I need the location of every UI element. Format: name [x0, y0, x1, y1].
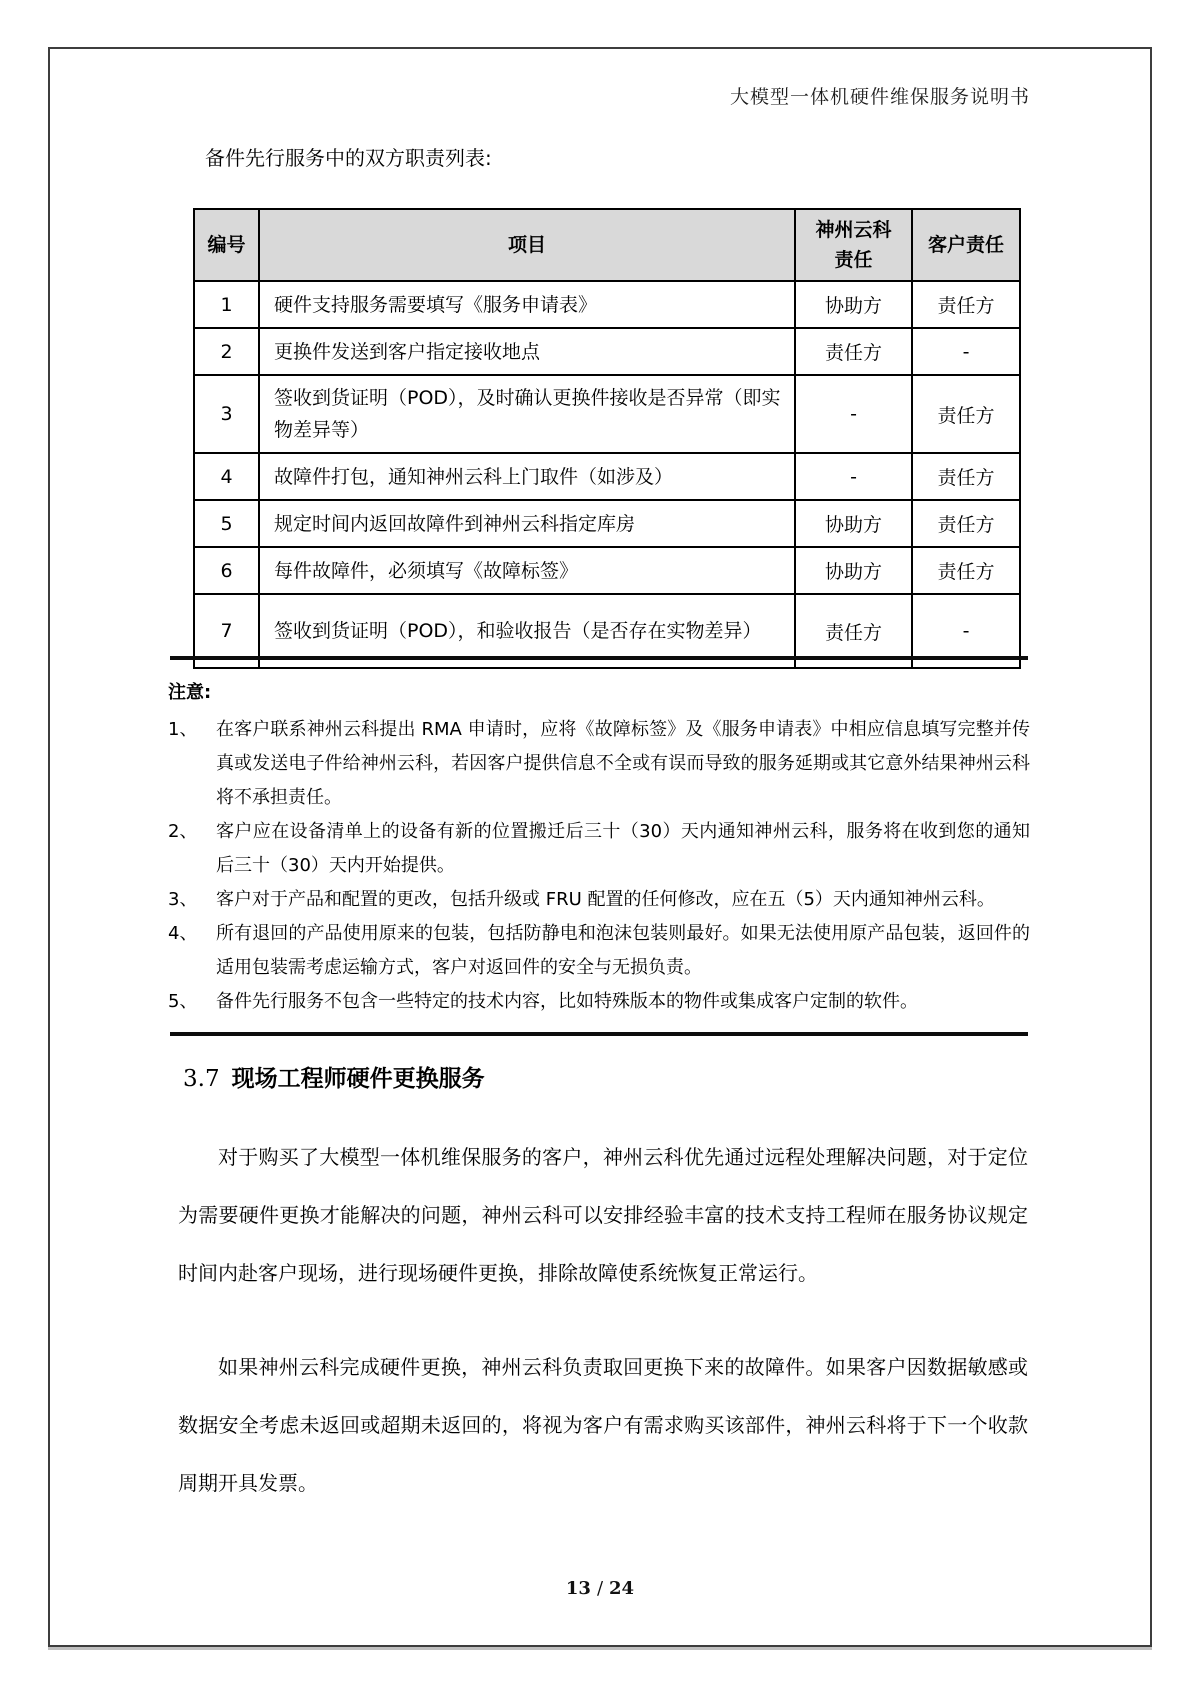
header-cell-customer-responsibility: 客户责任	[912, 209, 1020, 281]
page-current: 13	[565, 1578, 591, 1599]
section-divider-rule	[170, 1032, 1028, 1036]
cell-item: 更换件发送到客户指定接收地点	[259, 328, 795, 375]
cell-customer-responsibility: 责任方	[912, 547, 1020, 594]
cell-customer-responsibility: 责任方	[912, 453, 1020, 500]
header-cell-number: 编号	[194, 209, 259, 281]
cell-number: 7	[194, 594, 259, 668]
section-number: 3.7	[183, 1066, 220, 1092]
table-row	[194, 500, 1020, 547]
page-total: 24	[609, 1578, 635, 1599]
cell-item: 每件故障件，必须填写《故障标签》	[259, 547, 795, 594]
note-marker: 4、	[168, 923, 198, 944]
note-text: 在客户联系神州云科提出 RMA 申请时，应将《故障标签》及《服务申请表》中相应信息填写完整并传真或发送电子件给神州云科，若因客户提供信息不全或有误而导致的服务延期或其它意外结果神州云科将不承担责任。	[216, 719, 1030, 808]
note-text: 备件先行服务不包含一些特定的技术内容，比如特殊版本的物件或集成客户定制的软件。	[216, 991, 918, 1012]
cell-dc-responsibility: 协助方	[795, 500, 912, 547]
table-intro-text: 备件先行服务中的双方职责列表:	[205, 146, 492, 170]
header-dc-line1: 神州云科	[815, 219, 892, 241]
table-header-row	[194, 209, 1020, 281]
cell-number: 3	[194, 375, 259, 453]
notes-title: 注意:	[168, 682, 212, 703]
section-divider-rule	[170, 656, 1028, 660]
page-separator: /	[596, 1578, 604, 1599]
cell-number: 5	[194, 500, 259, 547]
cell-number: 1	[194, 281, 259, 328]
header-cell-dc-responsibility	[795, 209, 912, 281]
table-row	[194, 547, 1020, 594]
cell-dc-responsibility: -	[795, 375, 912, 453]
cell-dc-responsibility: 协助方	[795, 547, 912, 594]
header-dc-line2: 责任	[834, 249, 873, 271]
note-marker: 3、	[168, 889, 198, 910]
body-paragraph: 对于购买了大模型一体机维保服务的客户，神州云科优先通过远程处理解决问题，对于定位为需要硬件更换才能解决的问题，神州云科可以安排经验丰富的技术支持工程师在服务协议规定时间内赴客户现场，进行现场硬件更换，排除故障使系统恢复正常运行。	[178, 1145, 1028, 1285]
note-marker: 5、	[168, 991, 198, 1012]
cell-dc-responsibility: 责任方	[795, 594, 912, 668]
list-item	[168, 713, 1030, 815]
cell-number: 6	[194, 547, 259, 594]
cell-customer-responsibility: -	[912, 594, 1020, 668]
cell-item: 签收到货证明（POD），及时确认更换件接收是否异常（即实物差异等）	[259, 375, 795, 453]
list-item	[168, 917, 1030, 985]
table-row	[194, 281, 1020, 328]
section-heading	[183, 1060, 485, 1093]
cell-dc-responsibility: -	[795, 453, 912, 500]
document-header-title: 大模型一体机硬件维保服务说明书	[729, 86, 1030, 108]
header-cell-item: 项目	[259, 209, 795, 281]
cell-customer-responsibility: 责任方	[912, 500, 1020, 547]
cell-item: 签收到货证明（POD），和验收报告（是否存在实物差异）	[259, 594, 795, 668]
page-number	[0, 1578, 1200, 1599]
note-text: 所有退回的产品使用原来的包装，包括防静电和泡沫包装则最好。如果无法使用原产品包装，返回件的适用包装需考虑运输方式，客户对返回件的安全与无损负责。	[216, 923, 1030, 978]
cell-item: 故障件打包，通知神州云科上门取件（如涉及）	[259, 453, 795, 500]
body-paragraph: 如果神州云科完成硬件更换，神州云科负责取回更换下来的故障件。如果客户因数据敏感或数据安全考虑未返回或超期未返回的，将视为客户有需求购买该部件，神州云科将于下一个收款周期开具发票。	[178, 1355, 1028, 1495]
cell-number: 4	[194, 453, 259, 500]
table-row	[194, 328, 1020, 375]
cell-dc-responsibility: 责任方	[795, 328, 912, 375]
list-item	[168, 985, 1030, 1019]
table-row	[194, 453, 1020, 500]
note-text: 客户应在设备清单上的设备有新的位置搬迁后三十（30）天内通知神州云科，服务将在收到您的通知后三十（30）天内开始提供。	[216, 821, 1030, 876]
responsibility-table	[193, 208, 1021, 669]
section-title: 现场工程师硬件更换服务	[231, 1066, 485, 1092]
table-row	[194, 375, 1020, 453]
cell-item: 硬件支持服务需要填写《服务申请表》	[259, 281, 795, 328]
cell-item: 规定时间内返回故障件到神州云科指定库房	[259, 500, 795, 547]
notes-section	[168, 676, 1030, 1019]
note-marker: 1、	[168, 719, 198, 740]
note-marker: 2、	[168, 821, 198, 842]
list-item	[168, 815, 1030, 883]
cell-customer-responsibility: -	[912, 328, 1020, 375]
cell-number: 2	[194, 328, 259, 375]
cell-customer-responsibility: 责任方	[912, 375, 1020, 453]
note-text: 客户对于产品和配置的更改，包括升级或 FRU 配置的任何修改，应在五（5）天内通知神州云科。	[216, 889, 995, 910]
cell-customer-responsibility: 责任方	[912, 281, 1020, 328]
cell-dc-responsibility: 协助方	[795, 281, 912, 328]
list-item	[168, 883, 1030, 917]
